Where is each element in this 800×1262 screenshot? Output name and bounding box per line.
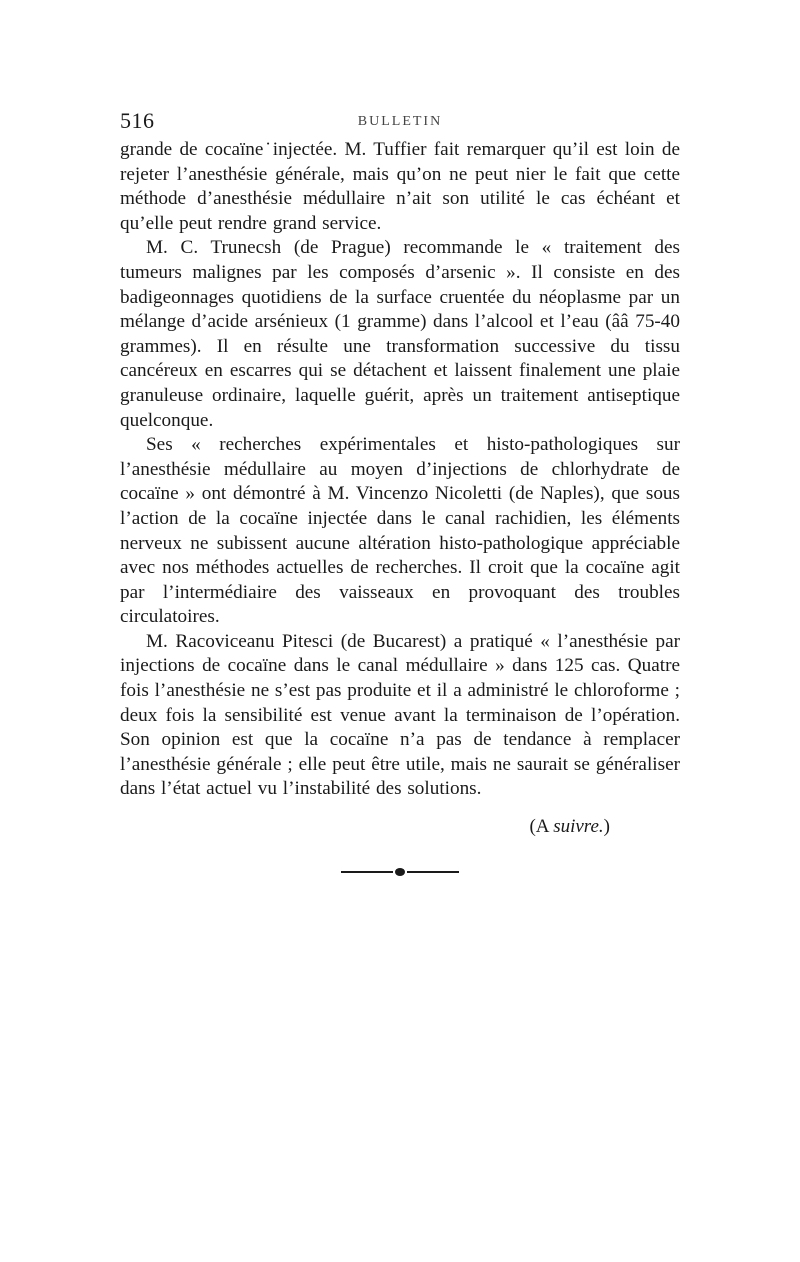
note-italic: suivre. — [553, 816, 604, 838]
running-head: BULLETIN — [357, 114, 443, 129]
ornament-dot — [395, 868, 405, 876]
page-header — [120, 108, 680, 138]
paragraph-racoviceanu: M. Racoviceanu Pitesci (de Bucarest) a pratiqué « l’anesthésie par injections de cocaïne dans le canal médullaire » dans 125 cas. Quatre fois l’anesthésie ne s’est pas produite et il a administré le chloroforme ; deux fois la sensibilité est venue avant la terminaison de l’opération. Son opinion est que la cocaïne n’a pas de tendance à remplacer l’anesthésie générale ; elle peut être utile, mais ne saurait se généraliser dans l’état actuel vu l’instabilité des solutions. — [120, 630, 680, 800]
paragraph-continuation: grande de cocaïne˙injectée. M. Tuffier fait remarquer qu’il est loin de rejeter l’anesthésie générale, mais qu’on ne peut nier le fait que cette méthode d’anesthésie médullaire n’ait son utilité le cas échéant et qu’elle peut rendre grand service. — [120, 139, 680, 234]
note-close: ) — [603, 816, 610, 838]
paragraph-nicoletti: Ses « recherches expérimentales et histo-pathologiques sur l’anesthésie médullaire au moyen d’injections de chlorhydrate de cocaïne » ont démontré à M. Vincenzo Nicoletti (de Naples), que sous l’action de la cocaïne injectée dans le canal rachidien, les éléments nerveux ne subissent aucune altération histo-pathologique appréciable avec nos méthodes actuelles de recherches. Il croit que la cocaïne agit par l’intermédiaire des vaisseaux en provoquant des troubles circulatoires. — [120, 434, 680, 628]
body-text — [120, 138, 680, 802]
note-open: (A — [529, 816, 554, 838]
page — [120, 108, 680, 876]
paragraph-trunecsh: M. C. Trunecsh (de Prague) recommande le « traitement des tumeurs malignes par les composés d’arsenic ». Il consiste en des badigeonnages quotidiens de la surface cruentée du néoplasme par un mélange d’acide arsénieux (1 gramme) dans l’alcool et l’eau (ââ 75-40 grammes). Il en résulte une transformation successive du tissu cancéreux en escarres qui se détachent et laissent finalement une plaie granuleuse ordinaire, laquelle guérit, après un traitement antiseptique quelconque. — [120, 237, 680, 431]
page-number: 516 — [120, 108, 155, 133]
end-ornament — [341, 868, 459, 876]
to-be-continued-note — [120, 816, 680, 838]
ornament-line-right — [407, 871, 459, 873]
ornament-line-left — [341, 871, 393, 873]
